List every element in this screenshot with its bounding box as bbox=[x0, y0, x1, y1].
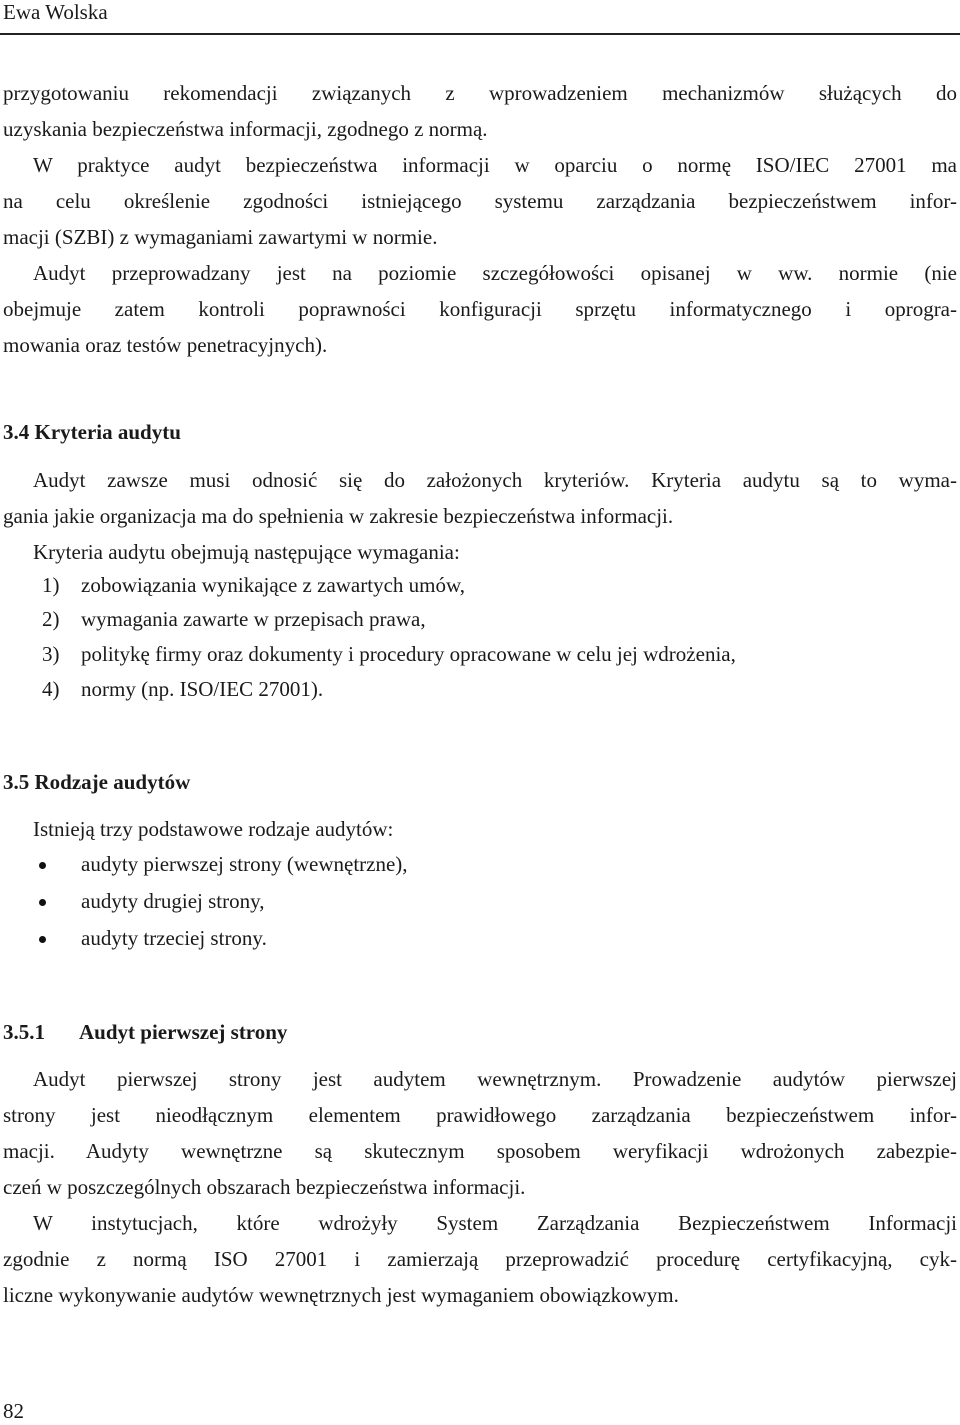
section-number: 3.5.1 bbox=[3, 1020, 45, 1044]
text-line: Audyt zawsze musi odnosić się do założonych kryteriów. Kryteria audytu są to wyma- bbox=[33, 468, 957, 492]
text-line: Audyt przeprowadzany jest na poziomie szczegółowości opisanej w ww. normie (nie bbox=[33, 261, 957, 285]
text-line: W praktyce audyt bezpieczeństwa informacji w oparciu o normę ISO/IEC 27001 ma bbox=[33, 153, 957, 177]
section-title: Audyt pierwszej strony bbox=[79, 1020, 288, 1044]
list-item: audyty pierwszej strony (wewnętrzne), bbox=[81, 852, 408, 876]
section-heading-3-5 bbox=[3, 770, 190, 795]
text-line: W instytucjach, które wdrożyły System Zarządzania Bezpieczeństwem Informacji bbox=[33, 1211, 957, 1235]
section-title: Kryteria audytu bbox=[34, 420, 181, 444]
list-item-text: politykę firmy oraz dokumenty i procedury opracowane w celu jej wdrożenia, bbox=[81, 642, 736, 666]
page-number: 82 bbox=[3, 1399, 24, 1423]
list-marker: 1) bbox=[42, 573, 60, 597]
list-item: audyty trzeciej strony. bbox=[81, 926, 267, 950]
text-line: zgodnie z normą ISO 27001 i zamierzają przeprowadzić procedurę certyfikacyjną, cyk- bbox=[3, 1247, 957, 1271]
list-item-text: wymagania zawarte w przepisach prawa, bbox=[81, 607, 426, 631]
list-item bbox=[42, 607, 426, 632]
running-header-author: Ewa Wolska bbox=[3, 0, 108, 24]
text-line: liczne wykonywanie audytów wewnętrznych jest wymaganiem obowiązkowym. bbox=[3, 1283, 679, 1307]
text-line: uzyskania bezpieczeństwa informacji, zgodnego z normą. bbox=[3, 117, 488, 141]
text-line: macji. Audyty wewnętrzne są skutecznym sposobem weryfikacji wdrożonych zabezpie- bbox=[3, 1139, 957, 1163]
list-item bbox=[42, 573, 465, 598]
intro-paragraphs bbox=[3, 75, 957, 363]
list-item bbox=[42, 677, 323, 702]
bullet-dot-icon bbox=[39, 862, 46, 869]
section-number: 3.4 bbox=[3, 420, 30, 444]
text-line: macji (SZBI) z wymaganiami zawartymi w normie. bbox=[3, 225, 438, 249]
text-line: obejmuje zatem kontroli poprawności konfiguracji sprzętu informatycznego i oprogra- bbox=[3, 297, 957, 321]
header-rule bbox=[0, 33, 960, 35]
list-marker: 2) bbox=[42, 607, 60, 631]
section-heading-3-4 bbox=[3, 420, 181, 445]
text-line: gania jakie organizacja ma do spełnienia w zakresie bezpieczeństwa informacji. bbox=[3, 504, 674, 528]
list-marker: 3) bbox=[42, 642, 60, 666]
bullet-dot-icon bbox=[39, 899, 46, 906]
text-line: czeń w poszczególnych obszarach bezpieczeństwa informacji. bbox=[3, 1175, 526, 1199]
text-line: Audyt pierwszej strony jest audytem wewnętrznym. Prowadzenie audytów pierwszej bbox=[33, 1067, 957, 1091]
text-line: na celu określenie zgodności istniejącego systemu zarządzania bezpieczeństwem infor- bbox=[3, 189, 957, 213]
text-line: Kryteria audytu obejmują następujące wymagania: bbox=[33, 540, 460, 564]
list-item bbox=[42, 642, 736, 667]
list-marker: 4) bbox=[42, 677, 60, 701]
text-line: strony jest nieodłącznym elementem prawidłowego zarządzania bezpieczeństwem infor- bbox=[3, 1103, 957, 1127]
bullet-dot-icon bbox=[39, 936, 46, 943]
section-3-5-1-body bbox=[3, 1061, 957, 1313]
section-3-4-body bbox=[3, 462, 957, 570]
text-line: mowania oraz testów penetracyjnych). bbox=[3, 333, 328, 357]
section-title: Rodzaje audytów bbox=[34, 770, 191, 794]
list-item-text: zobowiązania wynikające z zawartych umów, bbox=[81, 573, 466, 597]
section-3-5-intro: Istnieją trzy podstawowe rodzaje audytów: bbox=[33, 817, 394, 841]
section-number: 3.5 bbox=[3, 770, 30, 794]
text-line: przygotowaniu rekomendacji związanych z wprowadzeniem mechanizmów służących do bbox=[3, 81, 957, 105]
section-heading-3-5-1 bbox=[3, 1020, 287, 1045]
list-item: audyty drugiej strony, bbox=[81, 889, 265, 913]
list-item-text: normy (np. ISO/IEC 27001). bbox=[81, 677, 324, 701]
